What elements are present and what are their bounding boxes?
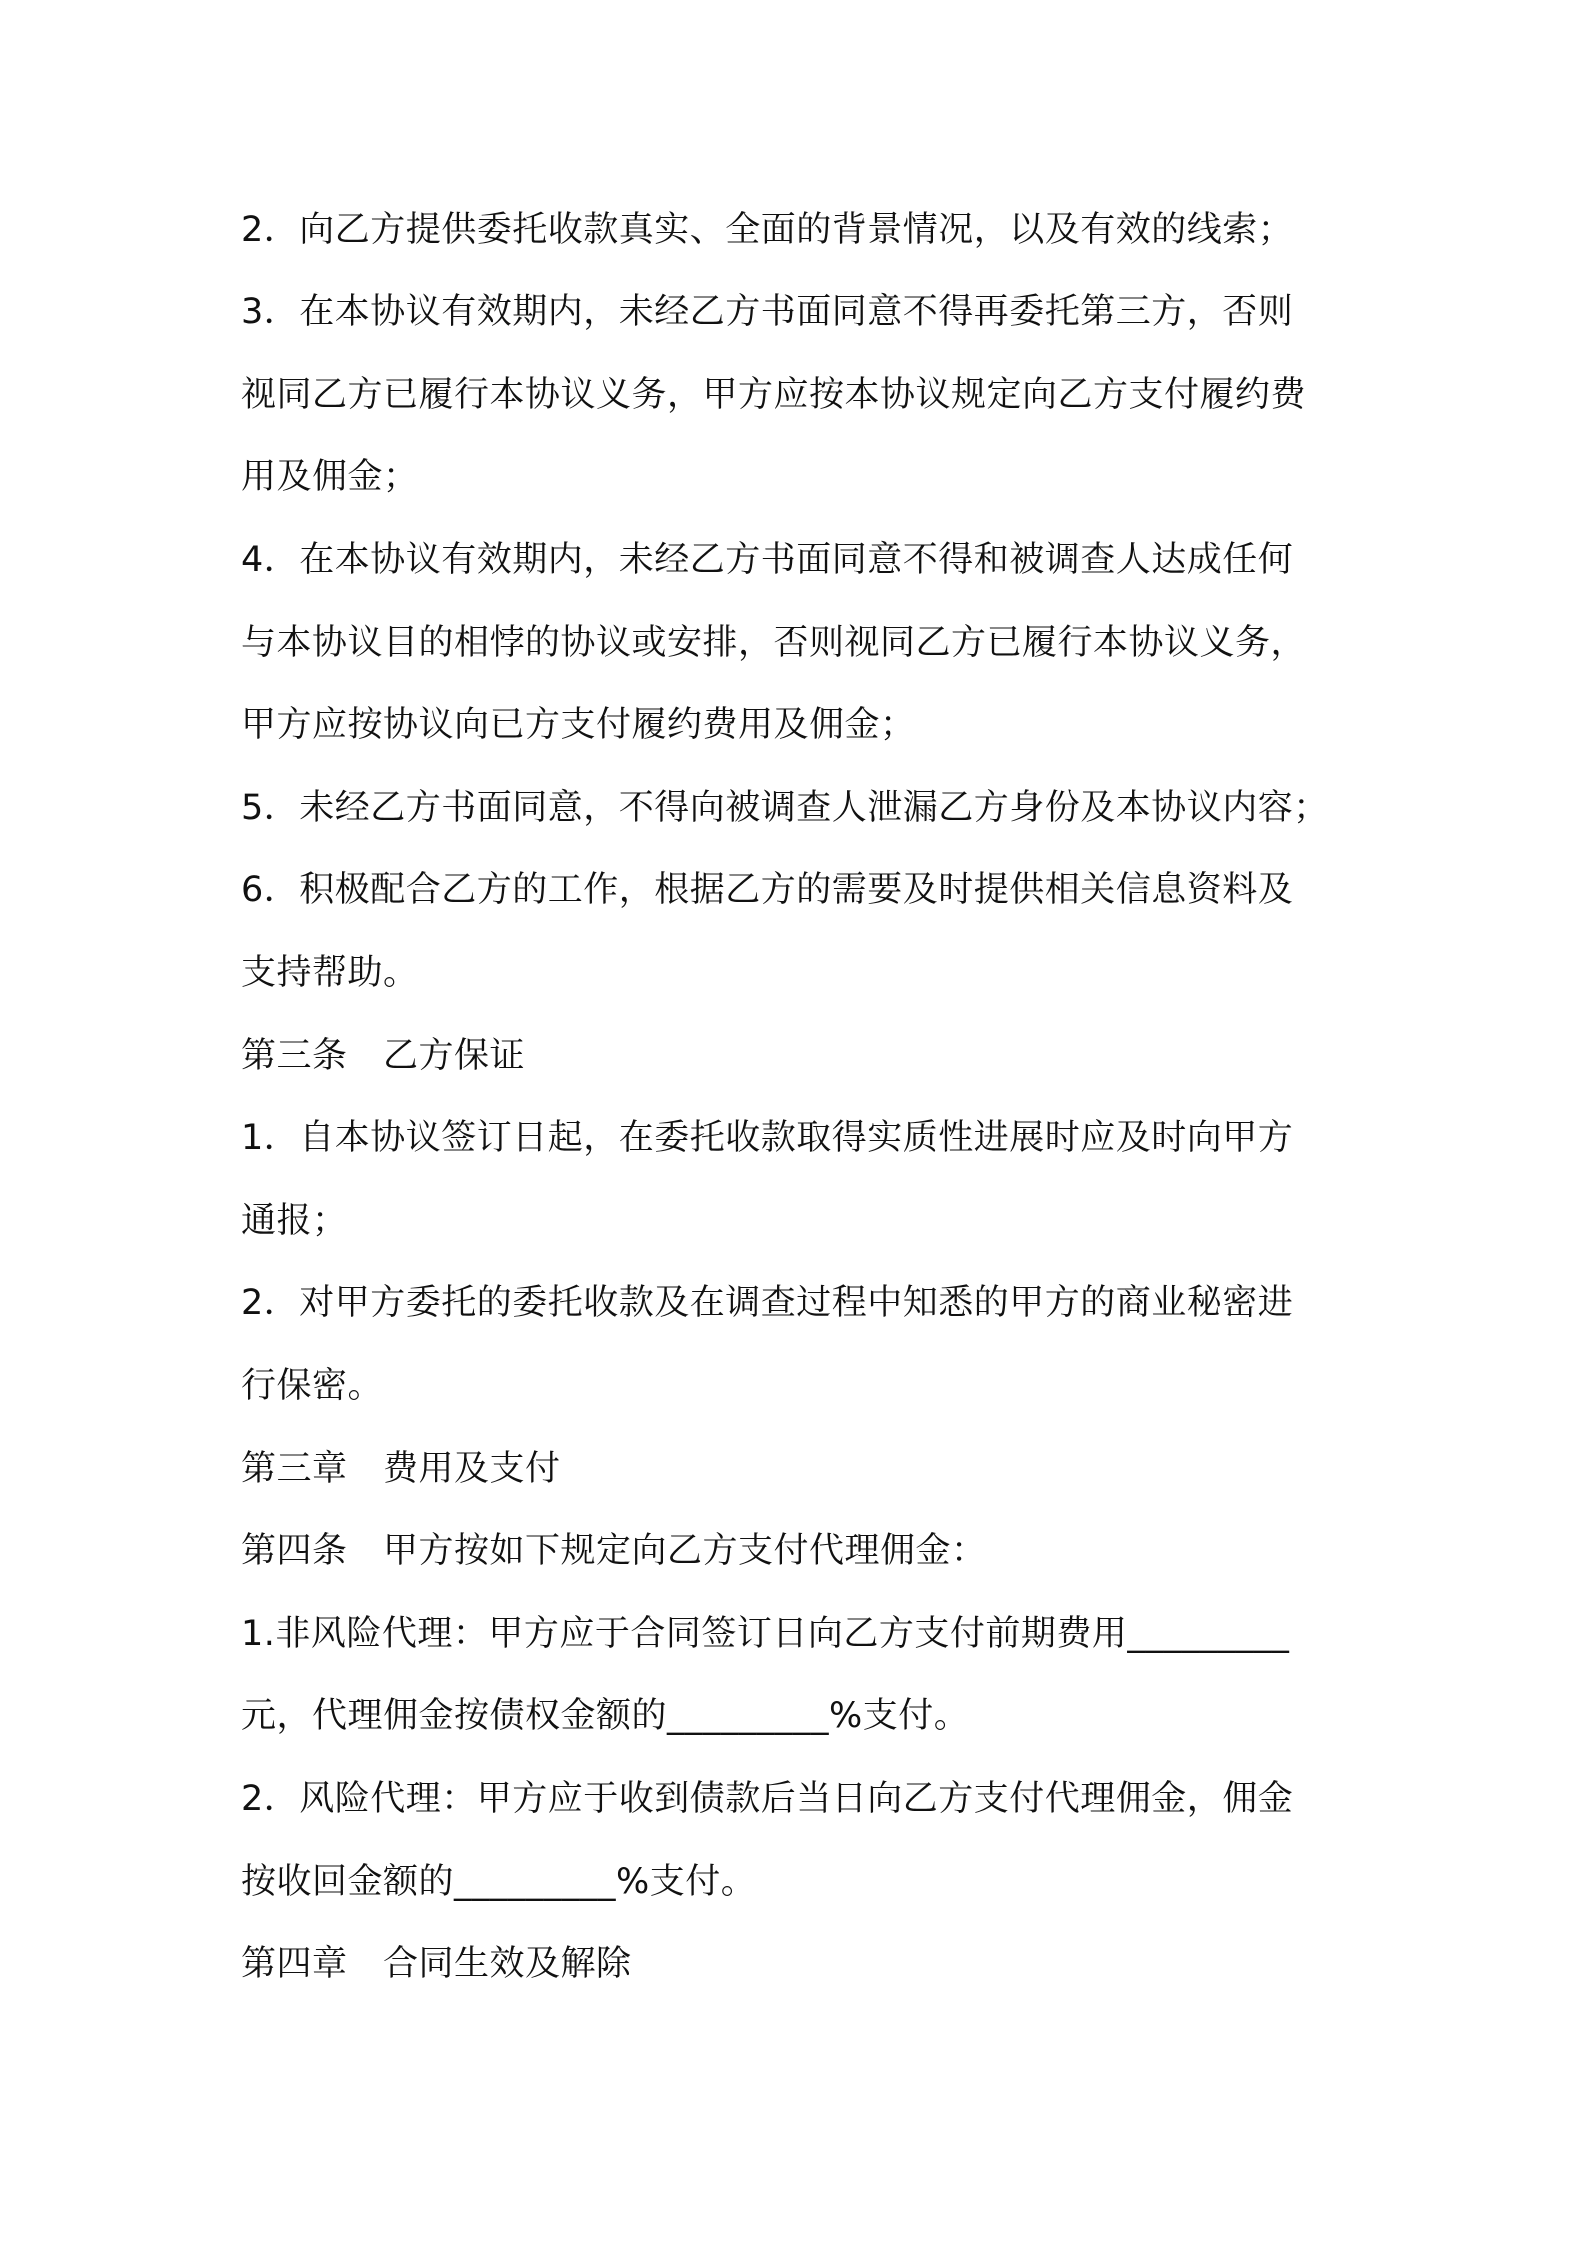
text-line: 通报；	[241, 1201, 348, 1241]
text-line: 行保密。	[241, 1366, 384, 1406]
text-line: 5．未经乙方书面同意，不得向被调查人泄漏乙方身份及本协议内容；	[241, 788, 1329, 828]
text-line: 按收回金额的_________%支付。	[241, 1862, 757, 1902]
chapter-heading: 第三章 费用及支付	[241, 1449, 561, 1489]
text-line: 元，代理佣金按债权金额的_________%支付。	[241, 1696, 970, 1736]
text-line: 6．积极配合乙方的工作，根据乙方的需要及时提供相关信息资料及	[241, 870, 1294, 910]
text-line: 3．在本协议有效期内，未经乙方书面同意不得再委托第三方，否则	[241, 292, 1294, 332]
chapter-heading: 第四章 合同生效及解除	[241, 1944, 632, 1984]
section-heading: 第四条 甲方按如下规定向乙方支付代理佣金：	[241, 1531, 987, 1571]
text-line: 2．对甲方委托的委托收款及在调查过程中知悉的甲方的商业秘密进	[241, 1283, 1294, 1323]
section-heading: 第三条 乙方保证	[241, 1036, 526, 1076]
text-line: 1．自本协议签订日起，在委托收款取得实质性进展时应及时向甲方	[241, 1118, 1294, 1158]
text-line: 视同乙方已履行本协议义务，甲方应按本协议规定向乙方支付履约费	[241, 375, 1307, 415]
text-line: 用及佣金；	[241, 457, 419, 497]
text-line: 与本协议目的相悖的协议或安排，否则视同乙方已履行本协议义务，	[241, 623, 1307, 663]
text-line: 2．风险代理：甲方应于收到债款后当日向乙方支付代理佣金，佣金	[241, 1779, 1294, 1819]
text-line: 甲方应按协议向已方支付履约费用及佣金；	[241, 705, 916, 745]
text-line: 4．在本协议有效期内，未经乙方书面同意不得和被调查人达成任何	[241, 540, 1294, 580]
text-line: 1.非风险代理：甲方应于合同签订日向乙方支付前期费用_________	[241, 1614, 1290, 1654]
text-line: 支持帮助。	[241, 953, 419, 993]
text-line: 2．向乙方提供委托收款真实、全面的背景情况，以及有效的线索；	[241, 210, 1294, 250]
